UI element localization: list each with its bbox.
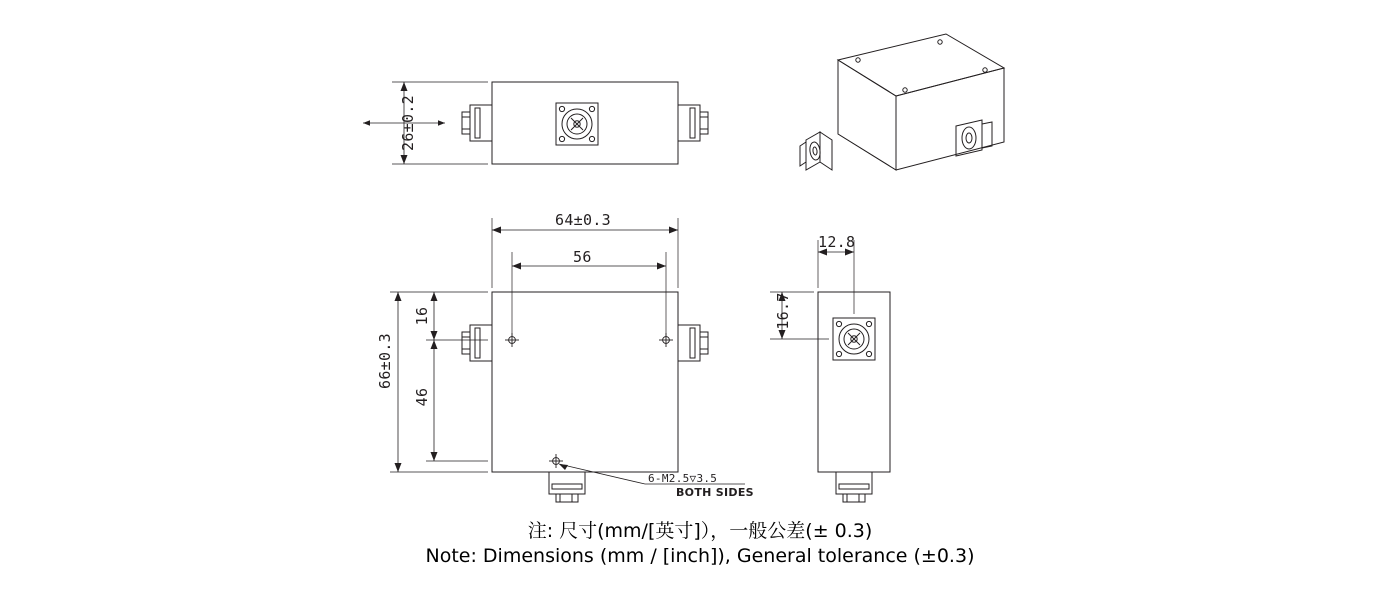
isometric-view [800, 34, 1004, 170]
note-english: Note: Dimensions (mm / [inch]), General tolerance (±0.3) [425, 545, 975, 567]
dim-side-height: 16.7 [774, 292, 792, 330]
dim-top-height: 66±0.3 [376, 333, 394, 389]
note-chinese: 注: 尺寸(mm/[英寸]），一般公差(± 0.3) [527, 520, 873, 542]
dim-top-width: 64±0.3 [555, 211, 611, 229]
notes-block [0, 519, 1400, 569]
dim-top-inner-width: 56 [573, 248, 592, 266]
dim-side-width: 12.8 [818, 233, 856, 251]
dim-inner-height-small: 16 [413, 306, 431, 326]
callout-thread-note: BOTH SIDES [676, 486, 754, 499]
top-plan-view [390, 218, 745, 502]
dim-front-height: 26±0.2 [399, 95, 417, 151]
side-elevation-view [770, 240, 890, 502]
dim-inner-height-large: 46 [413, 387, 431, 407]
callout-thread-spec: 6-M2.5▽3.5 [648, 472, 718, 485]
